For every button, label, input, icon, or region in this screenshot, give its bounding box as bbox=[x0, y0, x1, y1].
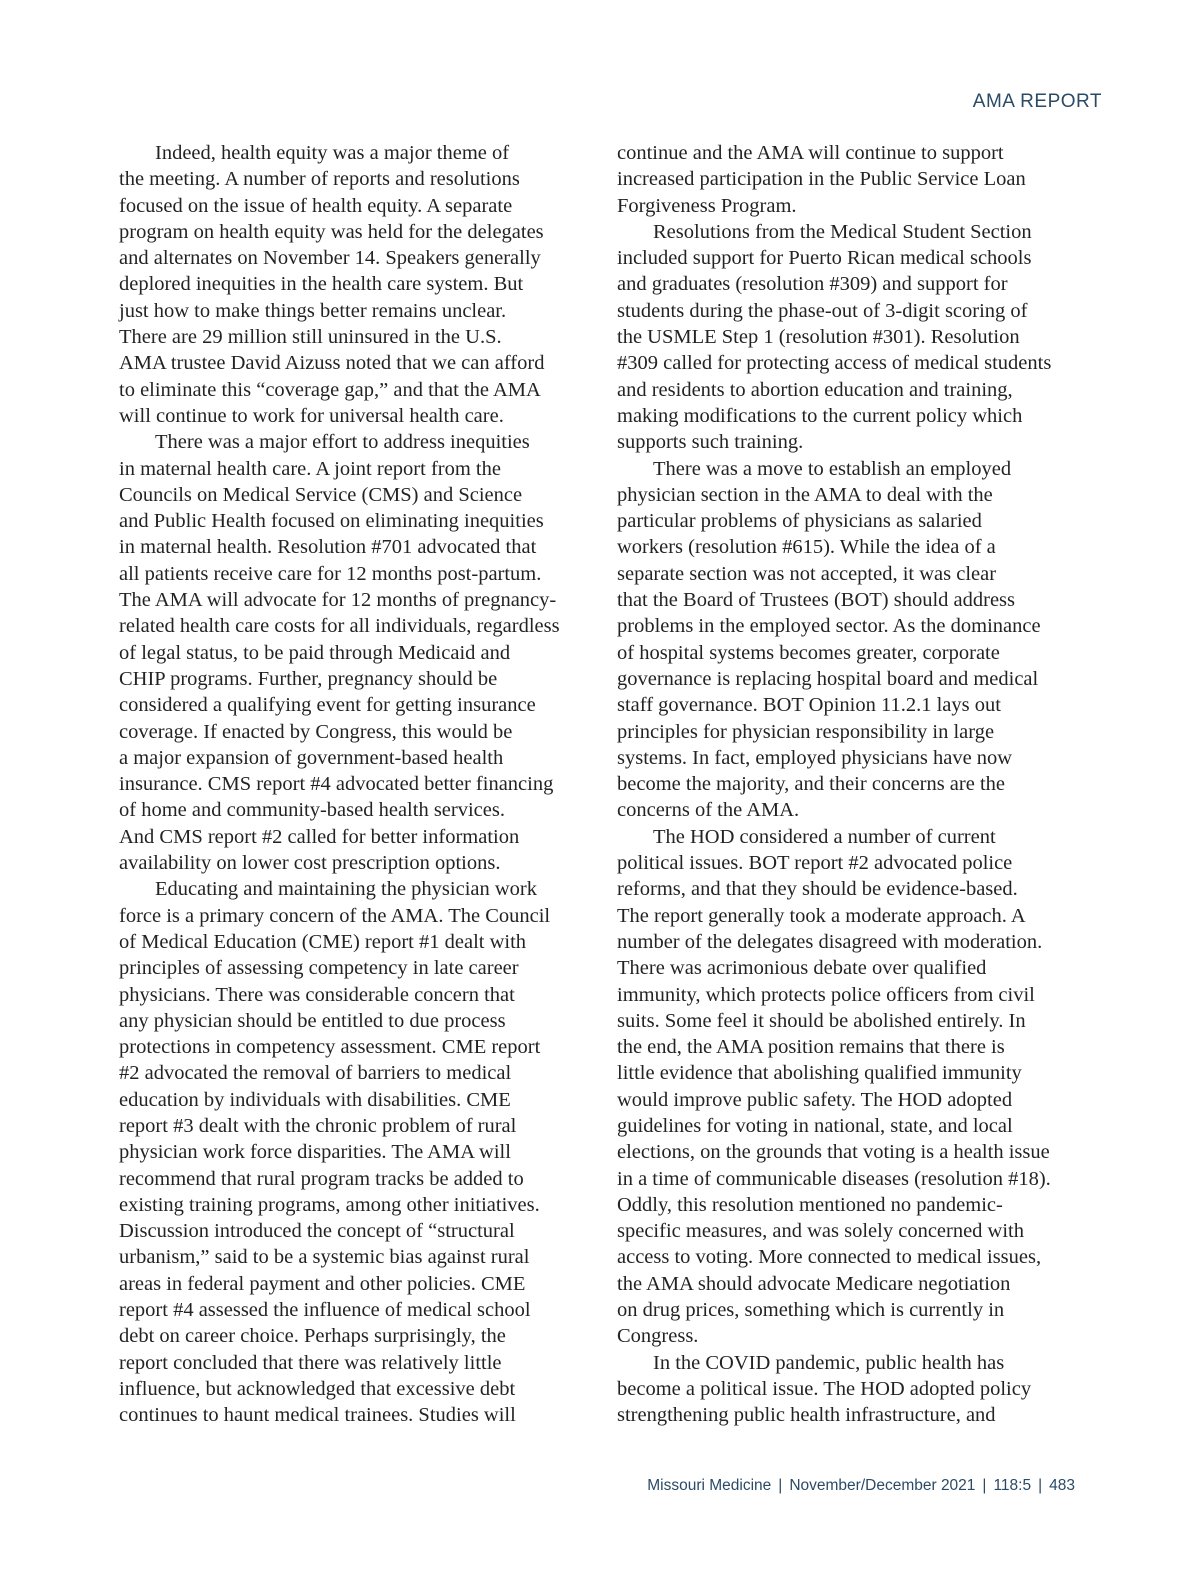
left-column-line: of home and community-based health services. bbox=[119, 799, 505, 822]
right-column-line: Forgiveness Program. bbox=[617, 194, 797, 217]
left-column-line: AMA trustee David Aizuss noted that we can afford bbox=[119, 352, 545, 375]
right-column-line: separate section was not accepted, it was clear bbox=[617, 562, 997, 585]
left-column-line: a major expansion of government-based health bbox=[119, 746, 504, 769]
left-column-line: protections in competency assessment. CME report bbox=[119, 1036, 541, 1059]
left-column-line: physicians. There was considerable concern that bbox=[119, 983, 515, 1006]
left-column-line: focused on the issue of health equity. A separate bbox=[119, 194, 513, 217]
right-column-line: principles for physician responsibility in large bbox=[617, 720, 995, 743]
right-column-line: that the Board of Trustees (BOT) should address bbox=[617, 589, 1015, 612]
right-column-line: workers (resolution #615). While the idea of a bbox=[617, 536, 996, 559]
left-column-line: Discussion introduced the concept of “structural bbox=[119, 1220, 515, 1243]
right-column-line: particular problems of physicians as salaried bbox=[617, 510, 982, 533]
left-column-line: the meeting. A number of reports and resolutions bbox=[119, 168, 520, 191]
right-column-line: the AMA should advocate Medicare negotiation bbox=[617, 1272, 1011, 1295]
journal-name: Missouri Medicine bbox=[647, 1477, 772, 1494]
right-column-line: students during the phase-out of 3-digit scoring of bbox=[617, 299, 1028, 322]
right-column-line: Congress. bbox=[617, 1325, 699, 1348]
left-column-line: debt on career choice. Perhaps surprisingly, the bbox=[119, 1325, 506, 1348]
right-column-line: systems. In fact, employed physicians have now bbox=[617, 746, 1013, 769]
left-column-line: report #3 dealt with the chronic problem of rural bbox=[119, 1114, 517, 1137]
right-column-line: reforms, and that they should be evidence-based. bbox=[617, 878, 1018, 901]
left-column-line: all patients receive care for 12 months post-partum. bbox=[119, 562, 542, 585]
left-column-line: urbanism,” said to be a systemic bias against rural bbox=[119, 1246, 530, 1269]
right-column-line: The report generally took a moderate approach. A bbox=[617, 904, 1026, 927]
left-column-line: considered a qualifying event for getting insurance bbox=[119, 694, 536, 717]
left-column-line: The AMA will advocate for 12 months of pregnancy- bbox=[119, 589, 557, 612]
right-column-line: making modifications to the current policy which bbox=[617, 404, 1023, 427]
footer-separator: | bbox=[778, 1477, 783, 1494]
right-column-line: Resolutions from the Medical Student Section bbox=[653, 220, 1032, 243]
right-column-line: on drug prices, something which is currently in bbox=[617, 1299, 1005, 1322]
right-column-line: There was a move to establish an employed bbox=[653, 457, 1012, 480]
right-column-line: #309 called for protecting access of medical students bbox=[617, 352, 1052, 375]
left-column-line: principles of assessing competency in late career bbox=[119, 957, 519, 980]
issue-date: November/December 2021 bbox=[789, 1477, 976, 1494]
left-column-line: There are 29 million still uninsured in the U.S. bbox=[119, 326, 502, 349]
left-column-line: CHIP programs. Further, pregnancy should be bbox=[119, 667, 498, 690]
left-column-line: There was a major effort to address inequities bbox=[155, 431, 530, 454]
right-column-line: the USMLE Step 1 (resolution #301). Resolution bbox=[617, 326, 1020, 349]
right-column-line: increased participation in the Public Service Loan bbox=[617, 168, 1026, 191]
left-column bbox=[119, 140, 589, 1429]
left-column-line: physician work force disparities. The AMA will bbox=[119, 1141, 511, 1164]
left-column-line: in maternal health. Resolution #701 advocated that bbox=[119, 536, 537, 559]
right-column-line: of hospital systems becomes greater, corporate bbox=[617, 641, 1000, 664]
right-column-line: Oddly, this resolution mentioned no pandemic- bbox=[617, 1193, 1003, 1216]
right-column-line: physician section in the AMA to deal with the bbox=[617, 483, 993, 506]
left-column-line: Educating and maintaining the physician work bbox=[155, 878, 538, 901]
right-column-line: immunity, which protects police officers from civil bbox=[617, 983, 1035, 1006]
right-column-line: included support for Puerto Rican medical schools bbox=[617, 247, 1032, 270]
left-column-line: existing training programs, among other initiatives. bbox=[119, 1193, 540, 1216]
left-column-line: of legal status, to be paid through Medicaid and bbox=[119, 641, 511, 664]
right-column-line: suits. Some feel it should be abolished entirely. In bbox=[617, 1009, 1026, 1032]
left-column-line: will continue to work for universal health care. bbox=[119, 404, 504, 427]
right-column-line: problems in the employed sector. As the dominance bbox=[617, 615, 1041, 638]
page-footer bbox=[647, 1477, 1075, 1495]
right-column-line: and residents to abortion education and training, bbox=[617, 378, 1013, 401]
section-title: AMA REPORT bbox=[972, 91, 1102, 112]
right-column-line: supports such training. bbox=[617, 431, 804, 454]
left-column-line: and alternates on November 14. Speakers generally bbox=[119, 247, 541, 270]
left-column-line: Indeed, health equity was a major theme of bbox=[155, 142, 510, 164]
footer-separator: | bbox=[1038, 1477, 1043, 1494]
right-column-line: concerns of the AMA. bbox=[617, 799, 800, 822]
left-column-line: program on health equity was held for the delegates bbox=[119, 220, 544, 243]
right-column-line: number of the delegates disagreed with moderation. bbox=[617, 930, 1043, 953]
volume-issue: 118:5 bbox=[993, 1477, 1032, 1494]
right-column-line: the end, the AMA position remains that there is bbox=[617, 1036, 1005, 1059]
left-column-line: insurance. CMS report #4 advocated better financing bbox=[119, 773, 554, 796]
left-column-line: related health care costs for all individuals, regardless bbox=[119, 615, 560, 638]
left-column-line: any physician should be entitled to due process bbox=[119, 1009, 506, 1032]
left-column-line: just how to make things better remains unclear. bbox=[119, 299, 507, 322]
right-column bbox=[617, 140, 1087, 1429]
right-column-line: in a time of communicable diseases (resolution #18). bbox=[617, 1167, 1051, 1190]
right-column-line: access to voting. More connected to medical issues, bbox=[617, 1246, 1042, 1269]
left-column-line: Councils on Medical Service (CMS) and Science bbox=[119, 483, 523, 506]
left-column-line: #2 advocated the removal of barriers to medical bbox=[119, 1062, 512, 1085]
left-column-line: And CMS report #2 called for better information bbox=[119, 825, 520, 848]
left-column-line: recommend that rural program tracks be added to bbox=[119, 1167, 524, 1190]
left-column-line: report concluded that there was relatively little bbox=[119, 1351, 502, 1374]
left-column-line: education by individuals with disabilities. CME bbox=[119, 1088, 511, 1111]
right-column-line: governance is replacing hospital board and medical bbox=[617, 667, 1039, 690]
left-column-line: in maternal health care. A joint report from the bbox=[119, 457, 501, 480]
left-column-line: deplored inequities in the health care system. But bbox=[119, 273, 524, 296]
left-column-line: report #4 assessed the influence of medical school bbox=[119, 1299, 531, 1322]
left-column-line: and Public Health focused on eliminating inequities bbox=[119, 510, 544, 533]
right-column-line: political issues. BOT report #2 advocated police bbox=[617, 852, 1013, 875]
right-column-line: strengthening public health infrastructure, and bbox=[617, 1404, 996, 1427]
left-column-line: continues to haunt medical trainees. Studies will bbox=[119, 1404, 516, 1427]
right-column-line: little evidence that abolishing qualified immunity bbox=[617, 1062, 1022, 1085]
page-number: 483 bbox=[1049, 1477, 1075, 1494]
left-column-line: force is a primary concern of the AMA. The Council bbox=[119, 904, 551, 927]
right-column-line: continue and the AMA will continue to support bbox=[617, 142, 1004, 164]
right-column-line: would improve public safety. The HOD adopted bbox=[617, 1088, 1013, 1111]
left-column-line: areas in federal payment and other policies. CME bbox=[119, 1272, 526, 1295]
right-column-line: specific measures, and was solely concerned with bbox=[617, 1220, 1025, 1243]
right-column-line: and graduates (resolution #309) and support for bbox=[617, 273, 1008, 296]
right-column-line: guidelines for voting in national, state, and local bbox=[617, 1114, 1013, 1137]
right-column-line: The HOD considered a number of current bbox=[653, 825, 996, 848]
left-column-line: coverage. If enacted by Congress, this would be bbox=[119, 720, 513, 743]
right-column-line: There was acrimonious debate over qualified bbox=[617, 957, 987, 980]
left-column-line: to eliminate this “coverage gap,” and that the AMA bbox=[119, 378, 541, 401]
right-column-line: staff governance. BOT Opinion 11.2.1 lays out bbox=[617, 694, 1001, 717]
left-column-line: influence, but acknowledged that excessive debt bbox=[119, 1377, 516, 1400]
right-column-line: become a political issue. The HOD adopted policy bbox=[617, 1377, 1032, 1400]
right-column-line: In the COVID pandemic, public health has bbox=[653, 1351, 1005, 1374]
left-column-line: of Medical Education (CME) report #1 dealt with bbox=[119, 930, 527, 953]
right-column-line: elections, on the grounds that voting is a health issue bbox=[617, 1141, 1050, 1164]
left-column-line: availability on lower cost prescription options. bbox=[119, 852, 501, 875]
right-column-line: become the majority, and their concerns are the bbox=[617, 773, 1005, 796]
footer-separator: | bbox=[982, 1477, 987, 1494]
